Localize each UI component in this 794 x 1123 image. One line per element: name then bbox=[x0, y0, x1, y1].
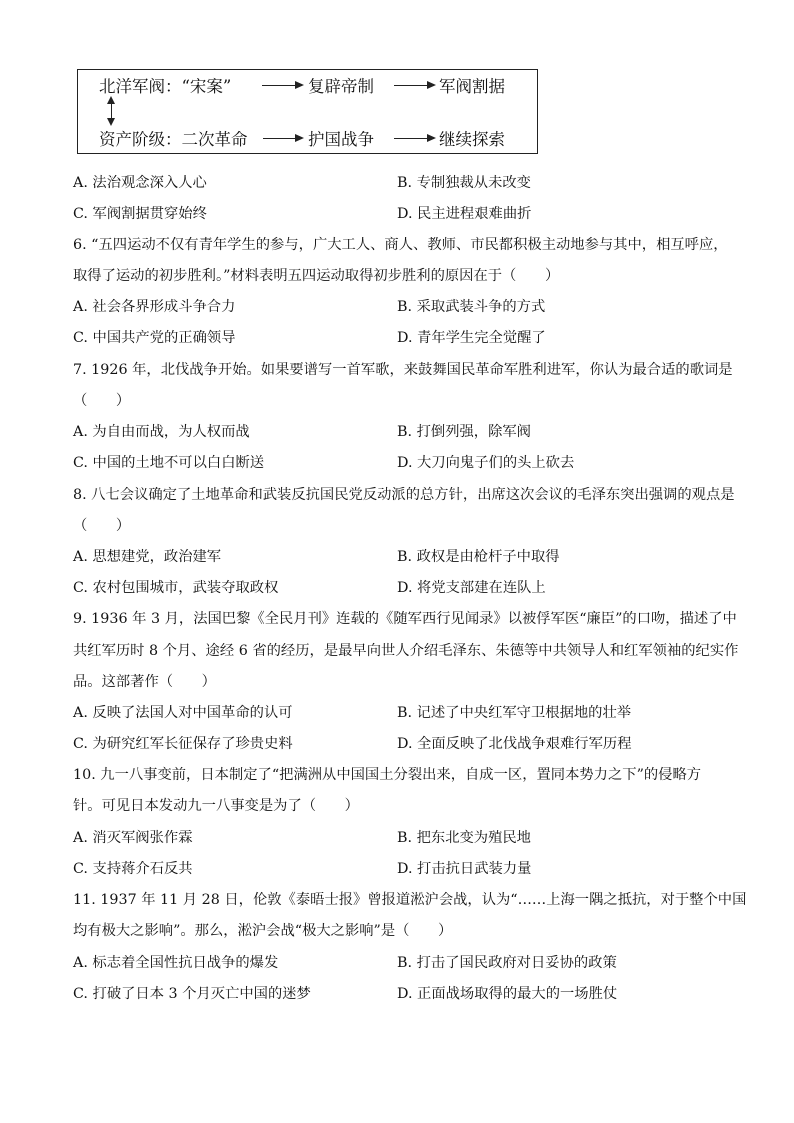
q10-stem-line-2: 针。可见日本发动九一八事变是为了（ ） bbox=[73, 798, 359, 814]
q9-stem-line-2: 共红军历时 8 个月、途经 6 省的经历，是最早向世人介绍毛泽东、朱德等中共领导人和红军领袖的纪实作 bbox=[73, 643, 739, 659]
q5-option-a[interactable]: A. 法治观念深入人心 bbox=[73, 175, 207, 191]
q7-option-d[interactable]: D. 大刀向鬼子们的头上砍去 bbox=[397, 455, 575, 471]
q9-option-d[interactable]: D. 全面反映了北伐战争艰难行军历程 bbox=[397, 736, 632, 752]
diagram-node-northern-warlords: 北洋军阀：“宋案” bbox=[99, 77, 232, 96]
q9-option-b[interactable]: B. 记述了中央红军守卫根据地的壮举 bbox=[397, 705, 632, 721]
q8-stem-line-1: 8. 八七会议确定了土地革命和武装反抗国民党反动派的总方针，出席这次会议的毛泽东突出强调的观点是 bbox=[73, 487, 735, 503]
right-arrow-icon bbox=[394, 138, 434, 139]
q5-option-c[interactable]: C. 军阀割据贯穿始终 bbox=[73, 206, 207, 222]
q11-option-b[interactable]: B. 打击了国民政府对日妥协的政策 bbox=[397, 955, 617, 971]
diagram-node-restore-monarchy: 复辟帝制 bbox=[308, 77, 374, 96]
q7-stem-line-2: （ ） bbox=[73, 393, 131, 409]
q7-option-a[interactable]: A. 为自由而战，为人权而战 bbox=[73, 424, 250, 440]
q8-option-d[interactable]: D. 将党支部建在连队上 bbox=[397, 580, 546, 596]
diagram-node-continue-exploring: 继续探索 bbox=[439, 130, 505, 149]
q6-stem-line-2: 取得了运动的初步胜利。”材料表明五四运动取得初步胜利的原因在于（ ） bbox=[73, 268, 560, 284]
right-arrow-icon bbox=[263, 138, 302, 139]
q7-option-b[interactable]: B. 打倒列强，除军阀 bbox=[397, 424, 531, 440]
q8-option-a[interactable]: A. 思想建党，政治建军 bbox=[73, 549, 222, 565]
q9-option-c[interactable]: C. 为研究红军长征保存了珍贵史料 bbox=[73, 736, 293, 752]
q9-option-a[interactable]: A. 反映了法国人对中国革命的认可 bbox=[73, 705, 293, 721]
q6-option-d[interactable]: D. 青年学生完全觉醒了 bbox=[397, 330, 546, 346]
q8-option-c[interactable]: C. 农村包围城市，武装夺取政权 bbox=[73, 580, 279, 596]
q6-option-b[interactable]: B. 采取武装斗争的方式 bbox=[397, 299, 546, 315]
q6-stem-line-1: 6. “五四运动不仅有青年学生的参与，广大工人、商人、教师、市民都积极主动地参与其中，相互呼应， bbox=[73, 237, 728, 253]
q10-option-d[interactable]: D. 打击抗日武装力量 bbox=[397, 861, 532, 877]
diagram-node-protect-nation-war: 护国战争 bbox=[308, 130, 374, 149]
diagram-node-warlord-separatism: 军阀割据 bbox=[439, 77, 505, 96]
diagram-node-bourgeoisie: 资产阶级：二次革命 bbox=[99, 130, 248, 149]
q7-option-c[interactable]: C. 中国的土地不可以白白断送 bbox=[73, 455, 265, 471]
q10-option-a[interactable]: A. 消灭军阀张作霖 bbox=[73, 830, 193, 846]
right-arrow-icon bbox=[394, 85, 434, 86]
q11-option-a[interactable]: A. 标志着全国性抗日战争的爆发 bbox=[73, 955, 279, 971]
q9-stem-line-1: 9. 1936 年 3 月，法国巴黎《全民月刊》连载的《随军西行见闻录》以被俘军医“廉臣”的口吻，描述了中 bbox=[73, 611, 737, 627]
q5-option-b[interactable]: B. 专制独裁从未改变 bbox=[397, 175, 531, 191]
q8-option-b[interactable]: B. 政权是由枪杆子中取得 bbox=[397, 549, 560, 565]
q10-option-c[interactable]: C. 支持蒋介石反共 bbox=[73, 861, 193, 877]
q5-option-d[interactable]: D. 民主进程艰难曲折 bbox=[397, 206, 532, 222]
q8-stem-line-2: （ ） bbox=[73, 518, 131, 534]
right-arrow-icon bbox=[262, 85, 302, 86]
q10-stem-line-1: 10. 九一八事变前，日本制定了“把满洲从中国国土分裂出来，自成一区，置同本势力之下”的侵略方 bbox=[73, 767, 702, 783]
q9-stem-line-3: 品。这部著作（ ） bbox=[73, 674, 216, 690]
q11-stem-line-2: 均有极大之影响”。那么，淞沪会战“极大之影响”是（ ） bbox=[73, 923, 453, 939]
q11-option-d[interactable]: D. 正面战场取得的最大的一场胜仗 bbox=[397, 986, 618, 1002]
q6-option-c[interactable]: C. 中国共产党的正确领导 bbox=[73, 330, 236, 346]
q7-stem-line-1: 7. 1926 年，北伐战争开始。如果要谱写一首军歌，来鼓舞国民革命军胜利进军，你认为最合适的歌词是 bbox=[73, 362, 733, 378]
q10-option-b[interactable]: B. 把东北变为殖民地 bbox=[397, 830, 531, 846]
q11-stem-line-1: 11. 1937 年 11 月 28 日，伦敦《泰晤士报》曾报道淞沪会战，认为“……上海一隅之抵抗，对于整个中国 bbox=[73, 892, 747, 908]
q11-option-c[interactable]: C. 打破了日本 3 个月灭亡中国的迷梦 bbox=[73, 986, 311, 1002]
q6-option-a[interactable]: A. 社会各界形成斗争合力 bbox=[73, 299, 236, 315]
up-down-arrow-icon bbox=[111, 98, 112, 124]
